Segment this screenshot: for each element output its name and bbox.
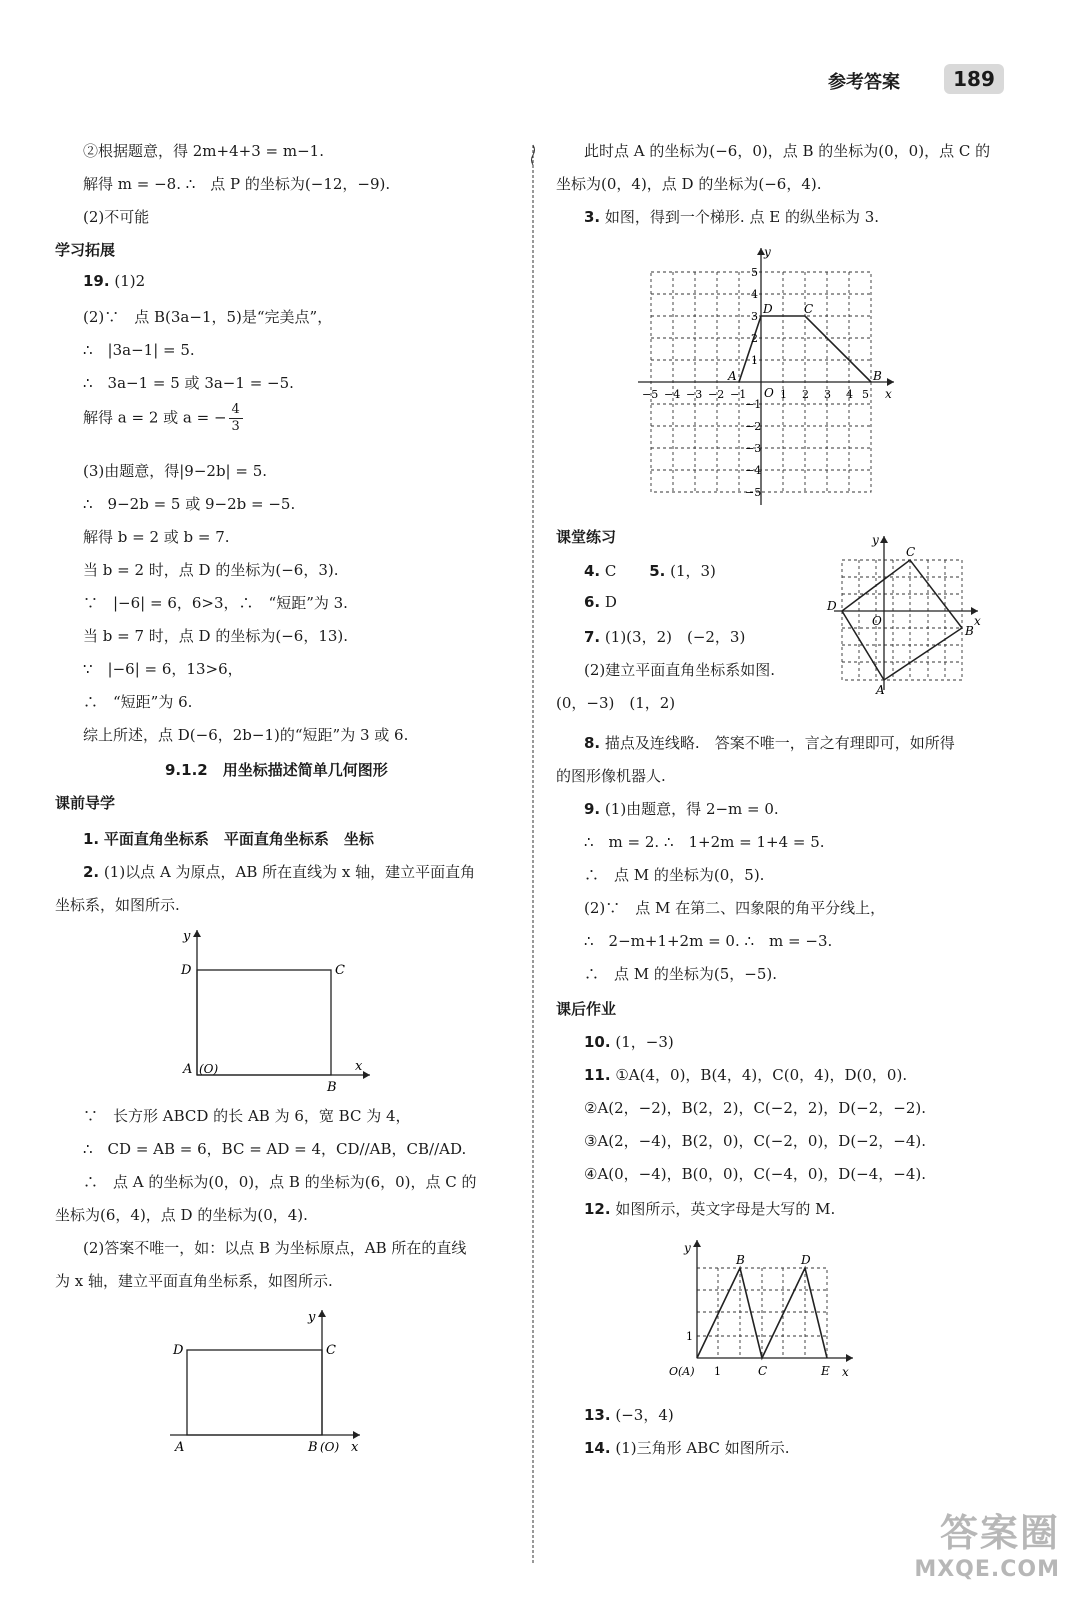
- point-label-c: C: [906, 545, 916, 559]
- question-number: 14.: [584, 1439, 611, 1457]
- question-number: 4.: [584, 562, 601, 580]
- axis-label-y: y: [308, 1310, 316, 1325]
- question-number: 2.: [83, 863, 100, 881]
- origin-label: O: [872, 614, 882, 628]
- question-9: [584, 798, 779, 819]
- point-label-a: A: [728, 369, 737, 383]
- text-line: 解得 b = 2 或 b = 7.: [83, 528, 230, 546]
- answer-text: (1)以点 A 为原点，AB 所在直线为 x 轴，建立平面直角: [103, 863, 476, 881]
- x-tick: 3: [824, 388, 831, 401]
- watermark-text: 答案圈: [939, 1511, 1060, 1555]
- x-tick: 1: [780, 388, 787, 401]
- axis-label-x: x: [842, 1365, 849, 1379]
- text-line: 坐标为(6，4)，点 D 的坐标为(0，4).: [55, 1206, 308, 1224]
- text-line: 坐标为(0，4)，点 D 的坐标为(−6，4).: [556, 175, 822, 193]
- question-14: [584, 1437, 790, 1458]
- text-line: ∴ “短距”为 6.: [83, 693, 193, 711]
- section-heading: 学习拓展: [55, 241, 116, 259]
- question-number: 9.: [584, 800, 601, 818]
- watermark: [914, 1502, 1060, 1582]
- axis-label-y: y: [684, 1241, 691, 1255]
- answer-text: D: [604, 593, 617, 611]
- question-8: [584, 732, 955, 753]
- figure-rectangle-b-origin: [165, 1305, 375, 1455]
- axis-label-x: x: [351, 1440, 359, 1455]
- question-19: [83, 272, 145, 290]
- axis-label-x: x: [885, 387, 892, 401]
- axis-label-x: x: [355, 1059, 363, 1074]
- point-label-d: D: [801, 1253, 811, 1267]
- x-tick: 4: [846, 388, 853, 401]
- text-line: ∴ 3a−1 = 5 或 3a−1 = −5.: [83, 374, 294, 392]
- figure-quadrilateral-grid: [826, 528, 991, 696]
- x-tick: 2: [802, 388, 809, 401]
- answer-text: 如图所示，英文字母是大写的 M.: [615, 1200, 836, 1218]
- point-label-a: A: [183, 1062, 193, 1077]
- answer-text: ①A(4，0)，B(4，4)，C(0，4)，D(0，0).: [615, 1066, 908, 1084]
- point-label-c: C: [326, 1343, 336, 1358]
- text-line: 当 b = 7 时，点 D 的坐标为(−6，13).: [83, 627, 349, 645]
- section-heading: 课前导学: [55, 794, 116, 812]
- column-divider: [530, 145, 536, 1565]
- point-label-d: D: [181, 963, 192, 978]
- question-number: 10.: [584, 1033, 611, 1051]
- point-label-a: A: [876, 683, 885, 697]
- point-label-e: E: [821, 1364, 830, 1378]
- figure-trapezoid-grid: [636, 240, 906, 510]
- fraction: [229, 402, 243, 435]
- answer-text: 如图，得到一个梯形. 点 E 的纵坐标为 3.: [604, 208, 880, 226]
- question-number: 6.: [584, 593, 601, 611]
- x-tick: −4: [664, 388, 681, 401]
- tick-x-1: 1: [714, 1365, 721, 1378]
- watermark-url: MXQE.COM: [914, 1557, 1060, 1582]
- text-line: (3)由题意，得|9−2b| = 5.: [83, 462, 268, 480]
- section-heading: 课堂练习: [556, 528, 617, 546]
- header-title: 参考答案: [828, 72, 900, 93]
- answer-text: (1，−3): [615, 1033, 674, 1051]
- text-line: 综上所述，点 D(−6，2b−1)的“短距”为 3 或 6.: [83, 726, 409, 744]
- origin-label: O: [764, 386, 774, 400]
- text-line: ∵ |−6| = 6，6>3，∴ “短距”为 3.: [83, 594, 348, 612]
- x-tick: −5: [642, 388, 659, 401]
- question-1: [83, 828, 374, 849]
- text-line: ∴ 点 M 的坐标为(0，5).: [584, 866, 765, 884]
- y-tick: 3: [751, 310, 758, 323]
- text-line: ∴ 9−2b = 5 或 9−2b = −5.: [83, 495, 296, 513]
- text-line: (2)∵ 点 B(3a−1，5)是“完美点”，: [83, 308, 333, 326]
- text-line: ∴ 2−m+1+2m = 0. ∴ m = −3.: [584, 932, 833, 950]
- text-line: 坐标系，如图所示.: [55, 896, 180, 914]
- question-7: [584, 626, 745, 647]
- axis-label-y: y: [183, 929, 191, 944]
- x-tick: 5: [862, 388, 869, 401]
- question-4-5: [584, 560, 716, 581]
- answer-text: (1)2: [114, 272, 146, 290]
- question-number: 19.: [83, 272, 110, 290]
- x-tick: −3: [686, 388, 703, 401]
- answer-text: C: [604, 562, 617, 580]
- answer-text: (1)由题意，得 2−m = 0.: [604, 800, 779, 818]
- text-line: 当 b = 2 时，点 D 的坐标为(−6，3).: [83, 561, 339, 579]
- point-label-b: B: [308, 1440, 318, 1455]
- x-tick: −1: [730, 388, 747, 401]
- y-tick: −1: [745, 398, 762, 411]
- y-tick: −3: [745, 442, 762, 455]
- section-title: 9.1.2 用坐标描述简单几何图形: [165, 761, 388, 779]
- answer-text: 平面直角坐标系 平面直角坐标系 坐标: [103, 830, 374, 848]
- text-line: 此时点 A 的坐标为(−6，0)，点 B 的坐标为(0，0)，点 C 的: [584, 142, 991, 160]
- text-line: (2)不可能: [83, 208, 150, 226]
- text-line: ∴ CD = AB = 6，BC = AD = 4，CD//AB，CB//AD.: [83, 1140, 467, 1158]
- text-line: ∴ 点 A 的坐标为(0，0)，点 B 的坐标为(6，0)，点 C 的: [83, 1173, 477, 1191]
- question-number: 7.: [584, 628, 601, 646]
- point-label-b: B: [327, 1080, 337, 1095]
- question-12: [584, 1198, 835, 1219]
- axis-label-x: x: [974, 614, 981, 628]
- question-3: [584, 206, 879, 227]
- answer-text: 描点及连线略. 答案不唯一，言之有理即可，如所得: [604, 734, 955, 752]
- y-tick: 5: [751, 266, 758, 279]
- question-number: 5.: [649, 562, 666, 580]
- text-line: ∴ m = 2. ∴ 1+2m = 1+4 = 5.: [584, 833, 825, 851]
- fraction-line: [83, 402, 243, 435]
- question-number: 3.: [584, 208, 601, 226]
- point-label-b: B: [873, 369, 882, 383]
- text-line: ②A(2，−2)，B(2，2)，C(−2，2)，D(−2，−2).: [584, 1099, 927, 1117]
- text-line: (2)∵ 点 M 在第二、四象限的角平分线上，: [584, 899, 886, 917]
- question-11: [584, 1064, 907, 1085]
- y-tick: −4: [745, 464, 762, 477]
- text-line: ④A(0，−4)，B(0，0)，C(−4，0)，D(−4，−4).: [584, 1165, 927, 1183]
- origin-label: (O): [320, 1440, 340, 1454]
- point-label-d: D: [173, 1343, 184, 1358]
- text-line: 解得 m = −8. ∴ 点 P 的坐标为(−12，−9).: [83, 175, 391, 193]
- question-number: 1.: [83, 830, 100, 848]
- section-heading: 课后作业: [556, 1000, 617, 1018]
- question-6: [584, 593, 617, 611]
- answer-text: (1，3): [670, 562, 716, 580]
- question-number: 11.: [584, 1066, 611, 1084]
- fraction-numerator: 4: [229, 402, 243, 419]
- text-line: ∵ 长方形 ABCD 的长 AB 为 6，宽 BC 为 4，: [83, 1107, 411, 1125]
- question-10: [584, 1031, 674, 1052]
- point-label-c: C: [758, 1364, 768, 1378]
- text-line: ③A(2，−4)，B(2，0)，C(−2，0)，D(−2，−4).: [584, 1132, 927, 1150]
- text-line: ∴ |3a−1| = 5.: [83, 341, 195, 359]
- point-label-d: D: [827, 599, 837, 613]
- point-label-d: D: [763, 302, 773, 316]
- text-line: ∴ 点 M 的坐标为(5，−5).: [584, 965, 778, 983]
- answer-text: (−3，4): [615, 1406, 674, 1424]
- origin-label: (O): [199, 1062, 219, 1076]
- axis-label-y: y: [872, 533, 879, 547]
- origin-label: O(A): [669, 1365, 695, 1378]
- figure-letter-m: [661, 1230, 861, 1380]
- point-label-c: C: [804, 302, 814, 316]
- x-tick: −2: [708, 388, 725, 401]
- text-line: 为 x 轴，建立平面直角坐标系，如图所示.: [55, 1272, 333, 1290]
- y-tick: −2: [745, 420, 762, 433]
- y-tick: 1: [751, 354, 758, 367]
- question-number: 13.: [584, 1406, 611, 1424]
- text-line: (0，−3) (1，2): [556, 694, 676, 712]
- text-line: ②根据题意，得 2m+4+3 = m−1.: [83, 142, 324, 160]
- fraction-denominator: 3: [231, 419, 240, 434]
- text-line: (2)建立平面直角坐标系如图.: [584, 661, 776, 679]
- point-label-c: C: [335, 963, 345, 978]
- y-tick: 2: [751, 332, 758, 345]
- page-number: 189: [944, 64, 1004, 94]
- axis-label-y: y: [764, 245, 771, 259]
- point-label-b: B: [736, 1253, 745, 1267]
- text-line: ∵ |−6| = 6，13>6，: [83, 660, 243, 678]
- question-number: 12.: [584, 1200, 611, 1218]
- y-tick: −5: [745, 486, 762, 499]
- answer-text: (1)(3，2) (−2，3): [604, 628, 746, 646]
- text-line: (2)答案不唯一，如：以点 B 为坐标原点，AB 所在的直线: [83, 1239, 467, 1257]
- figure-rectangle-a-origin: [175, 925, 375, 1095]
- question-2: [83, 861, 475, 882]
- question-13: [584, 1404, 674, 1425]
- text-line: 解得 a = 2 或 a = −: [83, 408, 227, 427]
- text-line: 的图形像机器人.: [556, 767, 666, 785]
- point-label-a: A: [175, 1440, 185, 1455]
- tick-y-1: 1: [686, 1330, 693, 1343]
- question-number: 8.: [584, 734, 601, 752]
- answer-text: (1)三角形 ABC 如图所示.: [615, 1439, 790, 1457]
- point-label-b: B: [965, 624, 974, 638]
- y-tick: 4: [751, 288, 758, 301]
